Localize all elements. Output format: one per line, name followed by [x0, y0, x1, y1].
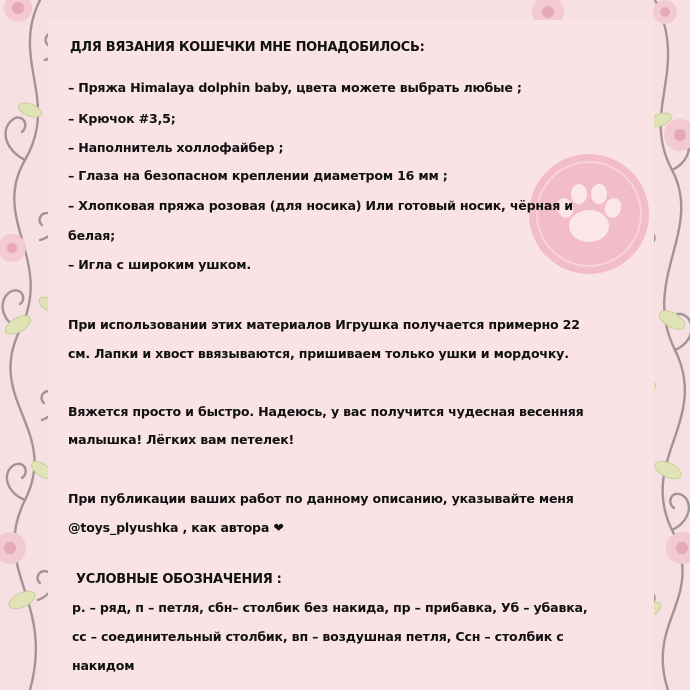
credit-paragraph-line: При публикации ваших работ по данному описанию, указывайте меня	[68, 491, 574, 506]
legend-line: сс – соединительный столбик, вп – воздушная петля, Ссн – столбик с	[72, 629, 564, 644]
size-paragraph-line: При использовании этих материалов Игрушка получается примерно 22	[68, 317, 580, 332]
materials-item: – Пряжа Himalaya dolphin baby, цвета можете выбрать любые ;	[68, 80, 522, 95]
heart-icon: ❤	[273, 520, 284, 535]
size-paragraph-line: см. Лапки и хвост ввязываются, пришиваем только ушки и мордочку.	[68, 346, 569, 361]
author-handle: @toys_plyushka , как автора	[68, 520, 270, 535]
legend-line: р. – ряд, п – петля, сбн– столбик без накида, пр – прибавка, Уб – убавка,	[72, 600, 588, 615]
easy-paragraph-line: Вяжется просто и быстро. Надеюсь, у вас получится чудесная весенняя	[68, 404, 584, 419]
materials-item: – Крючок #3,5;	[68, 111, 176, 126]
materials-item: – Игла с широким ушком.	[68, 257, 251, 272]
materials-item: – Глаза на безопасном креплении диаметром 16 мм ;	[68, 168, 448, 183]
legend-heading: УСЛОВНЫЕ ОБОЗНАЧЕНИЯ :	[76, 572, 282, 587]
materials-heading: ДЛЯ ВЯЗАНИЯ КОШЕЧКИ МНЕ ПОНАДОБИЛОСЬ:	[70, 40, 425, 55]
materials-item: белая;	[68, 228, 115, 243]
easy-paragraph-line: малышка! Лёгких вам петелек!	[68, 432, 295, 447]
materials-item: – Хлопковая пряжа розовая (для носика) Или готовый носик, чёрная и	[68, 198, 573, 213]
legend-line: накидом	[72, 658, 135, 673]
materials-item: – Наполнитель холлофайбер ;	[68, 140, 284, 155]
credit-paragraph-line	[68, 520, 284, 535]
